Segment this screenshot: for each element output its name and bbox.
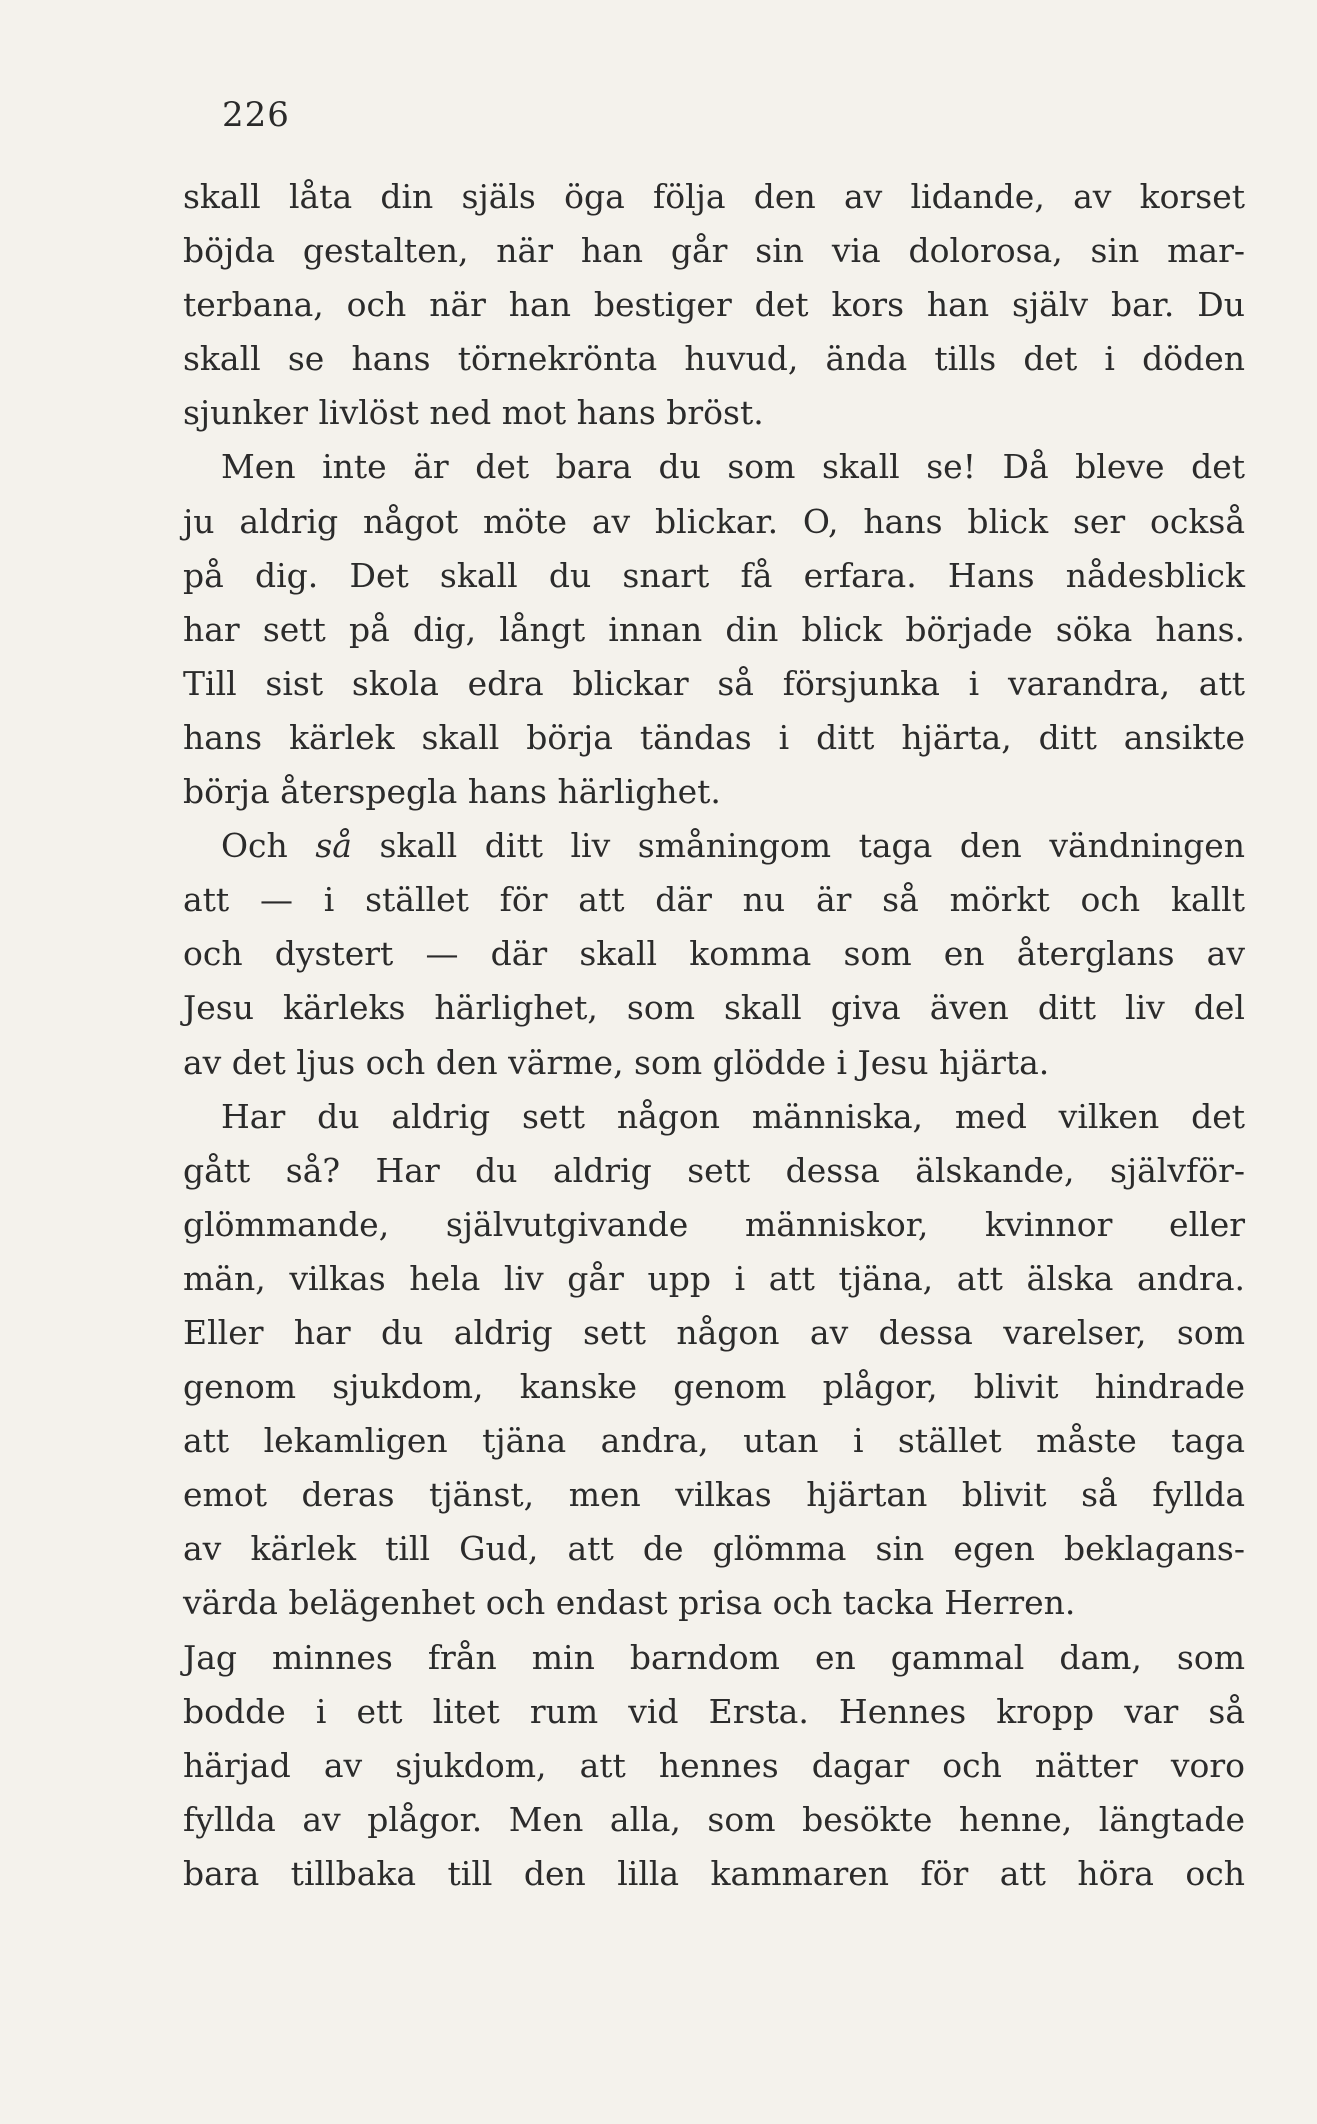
text-line: Har du aldrig sett någon människa, med vilken det <box>221 1096 1245 1136</box>
text-line: män, vilkas hela liv går upp i att tjäna, att älska andra. <box>183 1258 1245 1298</box>
text-line: värda belägenhet och endast prisa och tacka Herren. <box>183 1583 1076 1623</box>
text-line: Eller har du aldrig sett någon av dessa varelser, som <box>183 1312 1245 1352</box>
text-line: Men inte är det bara du som skall se! Då bleve det <box>221 447 1245 487</box>
text-line: Jesu kärleks härlighet, som skall giva även ditt liv del <box>183 988 1245 1028</box>
text-line: skall låta din själs öga följa den av lidande, av korset <box>183 177 1245 216</box>
text-line: Jag minnes från min barndom en gammal dam, som <box>183 1637 1245 1677</box>
text-line: av kärlek till Gud, att de glömma sin egen beklagans- <box>183 1529 1245 1569</box>
text-line: Till sist skola edra blickar så försjunka i varandra, att <box>183 663 1245 703</box>
text-line: att — i stället för att där nu är så mörkt och kallt <box>183 880 1245 920</box>
text-line: att lekamligen tjäna andra, utan i stället måste taga <box>183 1421 1245 1461</box>
text-line: skall se hans törnekrönta huvud, ända tills det i döden <box>183 339 1245 379</box>
text-line: bara tillbaka till den lilla kammaren för att höra och <box>183 1853 1245 1893</box>
text-line: ju aldrig något möte av blickar. O, hans blick ser också <box>183 501 1245 541</box>
page-number: 226 <box>222 95 290 135</box>
text-line: terbana, och när han bestiger det kors han själv bar. Du <box>183 285 1245 325</box>
text-line: emot deras tjänst, men vilkas hjärtan blivit så fyllda <box>183 1475 1245 1515</box>
text-line: fyllda av plågor. Men alla, som besökte henne, längtade <box>183 1799 1245 1839</box>
body-text <box>183 170 1245 1901</box>
text-line: böjda gestalten, när han går sin via dolorosa, sin mar- <box>183 231 1245 271</box>
text-line: sjunker livlöst ned mot hans bröst. <box>183 393 764 433</box>
text-line: och dystert — där skall komma som en återglans av <box>183 934 1245 974</box>
text-line: har sett på dig, långt innan din blick började söka hans. <box>183 609 1245 649</box>
text-line: börja återspegla hans härlighet. <box>183 772 721 812</box>
text-line: gått så? Har du aldrig sett dessa älskande, självför- <box>183 1150 1245 1190</box>
text-line: Och så skall ditt liv småningom taga den vändningen <box>221 826 1245 866</box>
text-line: glömmande, självutgivande människor, kvinnor eller <box>183 1204 1245 1244</box>
text-line: hans kärlek skall börja tändas i ditt hjärta, ditt ansikte <box>183 717 1245 757</box>
text-line: av det ljus och den värme, som glödde i Jesu hjärta. <box>183 1042 1050 1082</box>
text-line: på dig. Det skall du snart få erfara. Hans nådesblick <box>183 555 1245 595</box>
text-line: genom sjukdom, kanske genom plågor, blivit hindrade <box>183 1367 1245 1407</box>
text-line: härjad av sjukdom, att hennes dagar och nätter voro <box>183 1745 1245 1785</box>
text-line: bodde i ett litet rum vid Ersta. Hennes kropp var så <box>183 1691 1245 1731</box>
